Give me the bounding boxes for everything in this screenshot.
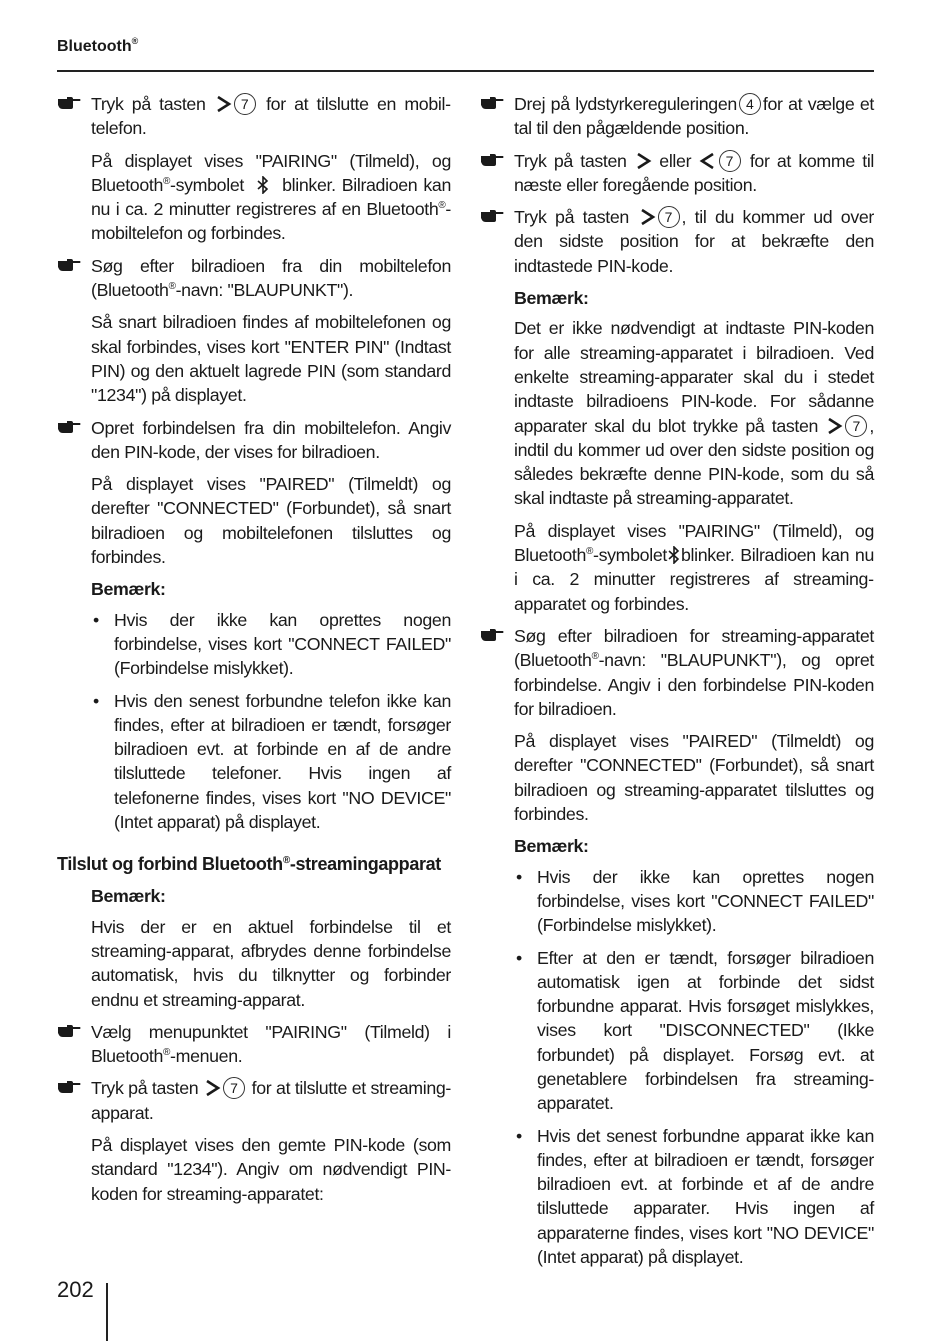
pointing-hand-icon <box>57 1023 81 1039</box>
key-badge: 7 <box>658 206 680 228</box>
paragraph: På displayet vises "PAIRING" (Tilmeld), og Bluetooth®-symbolet blinker. Bilradioen kan nu i ca. 2 minutter registreres af streamingapparatet og forbindes. <box>514 520 874 614</box>
key-badge: 4 <box>739 93 761 115</box>
note-heading: Bemærk: <box>514 288 589 309</box>
paragraph: Så snart bilradioen findes af mobiltelefonen og skal forbindes, vises kort "ENTER PIN" (Indtast PIN) og den aktuelt lagrede PIN (som standard "1234") på displayet. <box>91 312 451 406</box>
pointing-hand-icon <box>57 1079 81 1095</box>
chevron-right-icon <box>214 95 232 113</box>
pointing-hand-icon <box>480 627 504 643</box>
key-badge: 7 <box>719 150 741 172</box>
pointing-hand-icon <box>57 95 81 111</box>
step-item: Tryk på tasten 7 for at tilslutte et streaming-apparat. <box>57 1076 451 1125</box>
section-heading: Tilslut og forbind Bluetooth®-streamingapparat <box>57 854 441 875</box>
header-title: Bluetooth <box>57 38 132 55</box>
bullet-item: • Hvis det senest forbundne apparat ikke kan findes, efter at bilradioen er tændt, forsøger bilradioen evt. at forbinde et af de andre tilsluttede apparater. Hvis ingen af apparaterne findes, vises kort "NO DEVICE" (Intet apparat) på displayet. <box>516 1125 874 1268</box>
chevron-right-icon <box>634 152 652 170</box>
note-heading: Bemærk: <box>91 886 166 907</box>
page-header <box>57 38 138 56</box>
pointing-hand-icon <box>480 152 504 168</box>
step-item: Drej på lydstyrkereguleringen 4 for at vælge et tal til den pågældende position. <box>480 92 874 141</box>
chevron-right-icon <box>638 208 656 226</box>
pointing-hand-icon <box>57 257 81 273</box>
bullet-item: • Efter at den er tændt, forsøger bilradioen automatisk igen at forbinde det sidst forbundne apparat. Hvis forsøget mislykkes, vises kort "DISCONNECTED" (Ikke forbundet) på displayet. Forsøg evt. at genetablere forbindelsen fra streaming-apparatet. <box>516 947 874 1114</box>
paragraph: På displayet vises "PAIRING" (Tilmeld), og Bluetooth®-symbolet blinker. Bilradioen kan nu i ca. 2 minutter registreres af en Bluetooth®-mobiltelefon og forbindes. <box>91 150 452 244</box>
step-item: Søg efter bilradioen fra din mobiltelefon (Bluetooth®-navn: "BLAUPUNKT"). <box>57 254 451 303</box>
key-badge: 7 <box>223 1077 245 1099</box>
step-item: Tryk på tasten eller 7 for at komme til næste eller foregående position. <box>480 149 874 198</box>
header-rule <box>57 70 874 72</box>
chevron-right-icon <box>203 1079 221 1097</box>
pointing-hand-icon <box>57 419 81 435</box>
bullet-item: • Hvis der ikke kan oprettes nogen forbindelse, vises kort "CONNECT FAILED" (Forbindelse mislykket). <box>93 609 451 679</box>
pointing-hand-icon <box>480 95 504 111</box>
pointing-hand-icon <box>480 208 504 224</box>
key-badge: 7 <box>845 415 867 437</box>
step-item: Opret forbindelsen fra din mobiltelefon. Angiv den PIN-kode, der vises for bilradioen. <box>57 416 451 465</box>
note-heading: Bemærk: <box>91 579 166 600</box>
key-badge: 7 <box>234 93 256 115</box>
chevron-right-icon <box>825 417 843 435</box>
bullet-item: • Hvis den senest forbundne telefon ikke kan findes, efter at bilradioen er tændt, forsøger bilradioen evt. at forbinde en af de andre tilsluttede telefoner. Hvis ingen af telefonerne findes, vises kort "NO DEVICE" (Intet apparat) på displayet. <box>93 690 451 833</box>
note-heading: Bemærk: <box>514 836 589 857</box>
chevron-left-icon <box>699 152 717 170</box>
paragraph: På displayet vises den gemte PIN-kode (som standard "1234"). Angiv om nødvendigt PIN-koden for streaming-apparatet: <box>91 1134 451 1204</box>
paragraph: På displayet vises "PAIRED" (Tilmeldt) og derefter "CONNECTED" (Forbundet), så snart bilradioen og mobiltelefonen tilsluttes og forbindes. <box>91 474 451 568</box>
right-column <box>480 92 874 1277</box>
page-number: 202 <box>57 1277 94 1302</box>
bluetooth-icon <box>256 176 270 194</box>
step-item: Søg efter bilradioen for streaming-apparatet (Bluetooth®-navn: "BLAUPUNKT"), og opret forbindelse. Angiv i den forbindelse PIN-koden for bilradioen. <box>480 624 874 721</box>
paragraph: Det er ikke nødvendigt at indtaste PIN-koden for alle streaming-apparatet i bilradioen. Ved enkelte streaming-apparater skal du i stedet indtaste bilradioens PIN-kode. For sådanne apparater skal du blot trykke på tasten 7 , indtil du kommer ud over den sidste position og således bekræfte denne PIN-kode, som du så skal indtaste på streaming-apparatet. <box>514 318 874 509</box>
step-item: Tryk på tasten 7 for at tilslutte en mobiltelefon. <box>57 92 451 141</box>
left-column <box>57 92 451 1214</box>
step-item: Vælg menupunktet "PAIRING" (Tilmeld) i Bluetooth®-menuen. <box>57 1020 451 1069</box>
paragraph: På displayet vises "PAIRED" (Tilmeldt) og derefter "CONNECTED" (Forbundet), så snart bilradioen og streaming-apparatet tilsluttes og forbindes. <box>514 731 874 825</box>
page-number-rule <box>106 1283 108 1341</box>
step-item: Tryk på tasten 7 , til du kommer ud over den sidste position for at bekræfte den indtastede PIN-kode. <box>480 205 874 278</box>
paragraph: Hvis der er en aktuel forbindelse til et streaming-apparat, afbrydes denne forbindelse automatisk, hvis du tilknytter og forbinder endnu et streaming-apparat. <box>91 916 451 1010</box>
bluetooth-icon <box>667 546 681 564</box>
registered-mark: ® <box>131 36 139 46</box>
bullet-item: • Hvis der ikke kan oprettes nogen forbindelse, vises kort "CONNECT FAILED" (Forbindelse mislykket). <box>516 866 874 936</box>
